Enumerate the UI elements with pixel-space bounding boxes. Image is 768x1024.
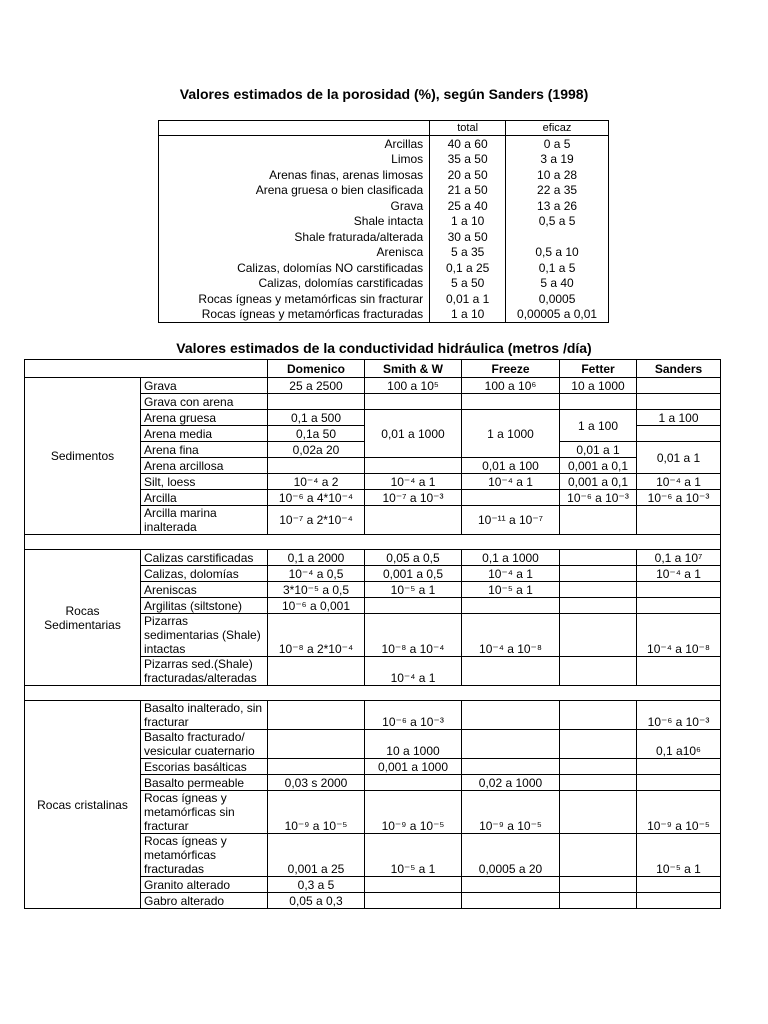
value-cell: 10⁻⁵ a 1 <box>462 582 560 598</box>
rock-type-label: Calizas, dolomías NO carstificadas <box>159 260 430 276</box>
value-cell <box>462 701 560 730</box>
header-domenico: Domenico <box>268 360 365 378</box>
eficaz-value: 3 a 19 <box>506 152 609 168</box>
rock-type-label: Arena gruesa o bien clasificada <box>159 183 430 199</box>
value-cell: 0,001 a 0,5 <box>365 566 462 582</box>
value-cell: 0,1 a 2000 <box>268 550 365 566</box>
table-row <box>25 550 721 566</box>
material-label: Calizas, dolomías <box>141 566 268 582</box>
value-cell: 10 a 1000 <box>365 730 462 759</box>
value-cell: 10 a 1000 <box>560 378 637 394</box>
porosity-row <box>159 260 609 276</box>
value-cell: 100 a 10⁶ <box>462 378 560 394</box>
value-cell <box>560 598 637 614</box>
rock-type-label: Calizas, dolomías carstificadas <box>159 276 430 292</box>
value-cell: 0,1 a 1000 <box>462 550 560 566</box>
material-label: Arena gruesa <box>141 410 268 426</box>
value-cell <box>462 490 560 506</box>
material-label: Arcilla <box>141 490 268 506</box>
value-cell: 0,0005 a 20 <box>462 834 560 877</box>
porosity-row <box>159 136 609 152</box>
eficaz-value <box>506 229 609 245</box>
value-cell: 25 a 2500 <box>268 378 365 394</box>
eficaz-value: 0 a 5 <box>506 136 609 152</box>
material-label: Granito alterado <box>141 877 268 893</box>
material-label: Arena arcillosa <box>141 458 268 474</box>
value-cell <box>268 759 365 775</box>
porosity-row <box>159 152 609 168</box>
table-row <box>25 701 721 730</box>
material-label: Arcilla marina inalterada <box>141 506 268 535</box>
value-cell: 0,3 a 5 <box>268 877 365 893</box>
rock-type-label: Shale intacta <box>159 214 430 230</box>
value-cell: 10⁻⁷ a 2*10⁻⁴ <box>268 506 365 535</box>
value-cell: 10⁻⁶ a 10⁻³ <box>560 490 637 506</box>
value-cell <box>462 759 560 775</box>
value-cell <box>268 701 365 730</box>
material-label: Silt, loess <box>141 474 268 490</box>
value-cell <box>637 598 721 614</box>
value-cell <box>560 506 637 535</box>
value-cell: 10⁻⁴ a 2 <box>268 474 365 490</box>
value-cell <box>560 834 637 877</box>
value-cell: 1 a 100 <box>637 410 721 426</box>
value-cell <box>268 458 365 474</box>
header-smith: Smith & W <box>365 360 462 378</box>
spacer-row <box>25 535 721 550</box>
value-cell <box>637 877 721 893</box>
value-cell <box>637 893 721 909</box>
total-value: 21 a 50 <box>430 183 506 199</box>
value-cell: 10⁻⁴ a 0,5 <box>268 566 365 582</box>
value-cell <box>560 775 637 791</box>
value-cell <box>268 730 365 759</box>
rock-type-label: Grava <box>159 198 430 214</box>
value-cell: 0,02a 20 <box>268 442 365 458</box>
material-label: Basalto fracturado/ vesicular cuaternario <box>141 730 268 759</box>
value-cell: 100 a 10⁵ <box>365 378 462 394</box>
value-cell: 10⁻⁴ a 10⁻⁸ <box>637 614 721 657</box>
value-cell <box>365 893 462 909</box>
value-cell <box>462 893 560 909</box>
value-cell <box>637 657 721 686</box>
total-value: 5 a 35 <box>430 245 506 261</box>
value-cell <box>637 378 721 394</box>
value-cell <box>365 458 462 474</box>
value-cell: 0,001 a 0,1 <box>560 474 637 490</box>
rock-type-label: Limos <box>159 152 430 168</box>
value-cell <box>365 598 462 614</box>
total-value: 25 a 40 <box>430 198 506 214</box>
rock-type-label: Rocas ígneas y metamórficas sin fracturar <box>159 291 430 307</box>
value-cell <box>462 657 560 686</box>
value-cell: 10⁻⁴ a 1 <box>637 566 721 582</box>
value-cell: 10⁻⁶ a 4*10⁻⁴ <box>268 490 365 506</box>
material-label: Areniscas <box>141 582 268 598</box>
value-cell <box>637 506 721 535</box>
value-cell <box>560 614 637 657</box>
value-cell: 10⁻⁶ a 10⁻³ <box>637 701 721 730</box>
rock-type-label: Arenas finas, arenas limosas <box>159 167 430 183</box>
value-cell <box>365 506 462 535</box>
value-cell <box>462 877 560 893</box>
value-cell <box>637 775 721 791</box>
material-label: Gabro alterado <box>141 893 268 909</box>
value-cell: 10⁻⁴ a 10⁻⁸ <box>462 614 560 657</box>
value-cell: 1 a 1000 <box>462 410 560 458</box>
material-label: Basalto inalterado, sin fracturar <box>141 701 268 730</box>
porosity-header-row <box>159 121 609 136</box>
conductivity-header-row <box>25 360 721 378</box>
table-row <box>25 378 721 394</box>
value-cell: 0,1 a10⁶ <box>637 730 721 759</box>
conductivity-title: Valores estimados de la conductividad hidráulica (metros /día) <box>176 340 592 356</box>
value-cell: 0,001 a 25 <box>268 834 365 877</box>
value-cell: 10⁻⁹ a 10⁻⁵ <box>637 791 721 834</box>
value-cell: 0,05 a 0,5 <box>365 550 462 566</box>
material-label: Escorias basálticas <box>141 759 268 775</box>
porosity-row <box>159 245 609 261</box>
value-cell: 0,1a 50 <box>268 426 365 442</box>
value-cell: 0,1 a 10⁷ <box>637 550 721 566</box>
value-cell: 10⁻⁴ a 1 <box>462 474 560 490</box>
value-cell: 0,01 a 1 <box>560 442 637 458</box>
value-cell <box>462 730 560 759</box>
porosity-row <box>159 214 609 230</box>
value-cell: 10⁻⁹ a 10⁻⁵ <box>268 791 365 834</box>
value-cell <box>560 657 637 686</box>
value-cell: 10⁻⁴ a 1 <box>637 474 721 490</box>
value-cell: 10⁻⁵ a 1 <box>637 834 721 877</box>
value-cell <box>560 550 637 566</box>
value-cell: 0,01 a 1 <box>637 442 721 474</box>
conductivity-table <box>24 359 721 909</box>
value-cell: 1 a 100 <box>560 410 637 442</box>
porosity-row <box>159 167 609 183</box>
value-cell <box>268 657 365 686</box>
material-label: Argilitas (siltstone) <box>141 598 268 614</box>
total-value: 1 a 10 <box>430 214 506 230</box>
total-value: 40 a 60 <box>430 136 506 152</box>
value-cell: 10⁻⁸ a 2*10⁻⁴ <box>268 614 365 657</box>
material-label: Calizas carstificadas <box>141 550 268 566</box>
value-cell: 0,01 a 100 <box>462 458 560 474</box>
value-cell <box>560 730 637 759</box>
eficaz-value: 0,5 a 10 <box>506 245 609 261</box>
value-cell <box>560 582 637 598</box>
value-cell <box>560 791 637 834</box>
header-total: total <box>430 121 506 136</box>
value-cell <box>560 566 637 582</box>
value-cell: 0,05 a 0,3 <box>268 893 365 909</box>
value-cell: 0,02 a 1000 <box>462 775 560 791</box>
material-label: Basalto permeable <box>141 775 268 791</box>
group-rocas-cristalinas: Rocas cristalinas <box>25 701 141 909</box>
group-sedimentos: Sedimentos <box>25 378 141 535</box>
eficaz-value: 22 a 35 <box>506 183 609 199</box>
material-label: Pizarras sed.(Shale) fracturadas/alteradas <box>141 657 268 686</box>
porosity-row <box>159 198 609 214</box>
total-value: 30 a 50 <box>430 229 506 245</box>
value-cell <box>637 759 721 775</box>
porosity-row <box>159 183 609 199</box>
total-value: 20 a 50 <box>430 167 506 183</box>
header-freeze: Freeze <box>462 360 560 378</box>
value-cell: 0,001 a 1000 <box>365 759 462 775</box>
value-cell <box>462 598 560 614</box>
material-label: Rocas ígneas y metamórficas fracturadas <box>141 834 268 877</box>
value-cell: 0,1 a 500 <box>268 410 365 426</box>
material-label: Grava <box>141 378 268 394</box>
total-value: 1 a 10 <box>430 307 506 323</box>
eficaz-value: 5 a 40 <box>506 276 609 292</box>
total-value: 0,1 a 25 <box>430 260 506 276</box>
value-cell: 0,03 s 2000 <box>268 775 365 791</box>
value-cell: 0,001 a 0,1 <box>560 458 637 474</box>
porosity-row <box>159 291 609 307</box>
porosity-row <box>159 276 609 292</box>
group-rocas-sedimentarias: Rocas Sedimentarias <box>25 550 141 686</box>
porosity-title: Valores estimados de la porosidad (%), según Sanders (1998) <box>179 86 589 102</box>
material-label: Arena media <box>141 426 268 442</box>
value-cell <box>560 877 637 893</box>
value-cell: 10⁻⁸ a 10⁻⁴ <box>365 614 462 657</box>
eficaz-value: 10 a 28 <box>506 167 609 183</box>
value-cell <box>365 877 462 893</box>
value-cell: 3*10⁻⁵ a 0,5 <box>268 582 365 598</box>
eficaz-value: 0,1 a 5 <box>506 260 609 276</box>
value-cell <box>560 893 637 909</box>
porosity-row <box>159 229 609 245</box>
header-fetter: Fetter <box>560 360 637 378</box>
rock-type-label: Arcillas <box>159 136 430 152</box>
total-value: 0,01 a 1 <box>430 291 506 307</box>
eficaz-value: 13 a 26 <box>506 198 609 214</box>
eficaz-value: 0,0005 <box>506 291 609 307</box>
value-cell: 10⁻⁴ a 1 <box>462 566 560 582</box>
value-cell <box>560 701 637 730</box>
rock-type-label: Arenisca <box>159 245 430 261</box>
eficaz-value: 0,00005 a 0,01 <box>506 307 609 323</box>
material-label: Arena fina <box>141 442 268 458</box>
value-cell: 10⁻⁴ a 1 <box>365 657 462 686</box>
value-cell: 10⁻¹¹ a 10⁻⁷ <box>462 506 560 535</box>
value-cell: 10⁻⁶ a 10⁻³ <box>637 490 721 506</box>
spacer-row <box>25 686 721 701</box>
porosity-corner <box>159 121 430 136</box>
porosity-table <box>158 120 609 323</box>
value-cell: 10⁻⁹ a 10⁻⁵ <box>462 791 560 834</box>
rock-type-label: Rocas ígneas y metamórficas fracturadas <box>159 307 430 323</box>
header-sanders: Sanders <box>637 360 721 378</box>
rock-type-label: Shale fraturada/alterada <box>159 229 430 245</box>
value-cell: 10⁻⁷ a 10⁻³ <box>365 490 462 506</box>
value-cell: 10⁻⁶ a 0,001 <box>268 598 365 614</box>
value-cell: 10⁻⁹ a 10⁻⁵ <box>365 791 462 834</box>
value-cell: 10⁻⁶ a 10⁻³ <box>365 701 462 730</box>
value-cell <box>560 759 637 775</box>
total-value: 35 a 50 <box>430 152 506 168</box>
value-cell: 0,01 a 1000 <box>365 410 462 458</box>
porosity-row <box>159 307 609 323</box>
value-cell: 10⁻⁵ a 1 <box>365 582 462 598</box>
header-eficaz: eficaz <box>506 121 609 136</box>
value-cell <box>365 775 462 791</box>
value-cell: 10⁻⁵ a 1 <box>365 834 462 877</box>
eficaz-value: 0,5 a 5 <box>506 214 609 230</box>
total-value: 5 a 50 <box>430 276 506 292</box>
material-label: Grava con arena <box>141 394 268 410</box>
value-cell: 10⁻⁴ a 1 <box>365 474 462 490</box>
material-label: Rocas ígneas y metamórficas sin fracturar <box>141 791 268 834</box>
header-empty <box>25 360 268 378</box>
value-cell <box>637 582 721 598</box>
material-label: Pizarras sedimentarias (Shale) intactas <box>141 614 268 657</box>
